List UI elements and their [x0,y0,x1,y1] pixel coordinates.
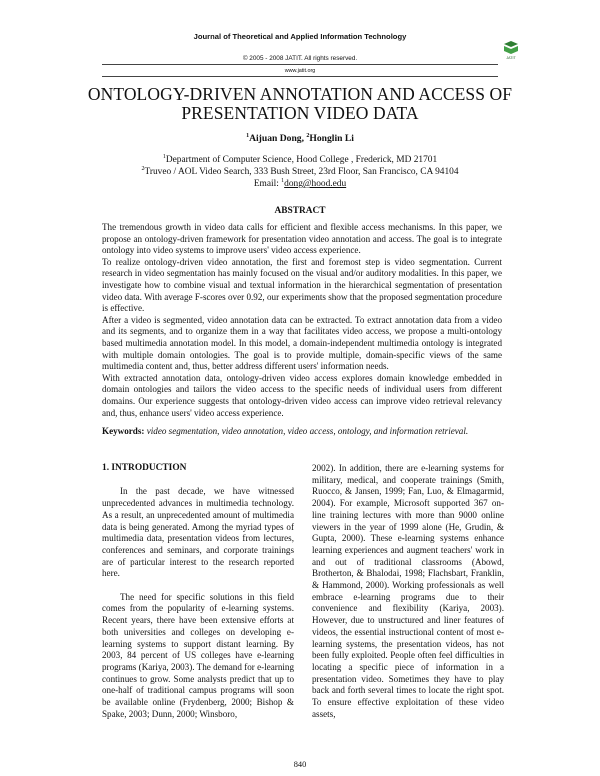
copyright-notice: © 2005 - 2008 JATIT. All rights reserved. [242,55,358,62]
abstract-paragraph: To realize ontology-driven video annotation, the first and foremost step is video segmentation. Current research in video segmentation has mainly focused on the visual and/or auditory modalities. In this paper, we investigate how to combine visual and textual information in the hierarchical segmentation of presentation video data. With average F-scores over 0.92, our experiments show that the proposed segmentation procedure is effective. [102,256,502,314]
affiliation-2-marker: 2 [141,165,145,172]
body-paragraph: The need for specific solutions in this field comes from the popularity of e-learning systems. Recent years, there have been extensive efforts at both universities and colleges on developing e-learning systems to support distant learning. By 2003, 84 percent of US colleges have e-learning programs (Kariya, 2003). The demand for e-learning continues to grow. Some analysts predict that up to one-half of traditional campus programs will soon be available online (Frydenberg, 2000; Bishop & Spake, 2003; Dunn, 2000; Winsboro, [102,591,294,719]
author-1-marker: 1 [246,132,250,139]
affiliation-1 [0,155,600,165]
author-2: Honglin Li [309,133,354,144]
keywords-list: video segmentation, video annotation, video access, ontology, and information retrieval. [144,426,469,436]
email-link[interactable]: dong@hood.edu [284,179,347,189]
spacer [102,475,294,487]
abstract-paragraph: The tremendous growth in video data calls for efficient and flexible access mechanisms. In this paper, we propose an ontology-driven framework for presentation video annotation and access. The goal is to integrate ontology into video systems to improve users' video access experience. [102,222,502,256]
abstract-paragraph: With extracted annotation data, ontology-driven video access explores domain knowledge embedded in domain ontologies and tailors the video access to the specific needs of individual users from different domains. Our experience suggests that ontology-driven video access can improve video retrieval relevancy and, thus, enhance users' video access experience. [102,372,502,418]
svg-text:JATIT: JATIT [506,56,516,60]
body-paragraph: In the past decade, we have witnessed unprecedented advances in multimedia technology. As a result, an unprecedented amount of multimedia data is being generated. Among the myriad types of multimedia data, presentation videos from lectures, conferences and seminars, and corporate trainings are of particular interest to the research reported here. [102,486,294,579]
affiliation-2 [0,167,600,177]
contact-email [0,179,600,189]
abstract-body [102,222,502,419]
section-heading-introduction: 1. INTRODUCTION [102,463,187,473]
affiliation-1-text: Department of Computer Science, Hood College , Frederick, MD 21701 [165,155,438,165]
title-line-1: ONTOLOGY-DRIVEN ANNOTATION AND ACCESS OF [87,84,513,104]
header-divider-top [102,64,498,65]
affiliation-1-marker: 1 [162,153,166,160]
keywords-line [102,426,502,438]
author-2-marker: 2 [306,132,310,139]
affiliation-2-text: Truveo / AOL Video Search, 333 Bush Street, 23rd Floor, San Francisco, CA 94104 [144,167,459,177]
email-marker: 1 [281,177,285,184]
abstract-paragraph: After a video is segmented, video annotation data can be extracted. To extract annotation data from a video and its segments, and to organize them in a way that facilitates video access, we propose a multi-ontology based multimedia annotation model. In this model, a domain-independent multimedia ontology is integrated with multiple domain ontologies. The goal is to provide multiple, domain-specific views of the same multimedia content and, thus, better address different users' information needs. [102,314,502,372]
abstract-heading: ABSTRACT [274,206,326,216]
journal-name: Journal of Theoretical and Applied Information Technology [193,32,407,41]
paper-title [60,85,540,123]
email-label: Email: [253,179,282,189]
page-number: 840 [293,760,307,769]
author-list [0,133,600,144]
journal-website: www.jatit.org [284,68,316,74]
spacer [102,580,294,592]
author-1: Aijuan Dong, [249,133,307,144]
title-line-2: PRESENTATION VIDEO DATA [181,103,419,123]
left-column [102,463,294,720]
keywords-label: Keywords: [102,426,145,436]
header-divider-bottom [102,76,498,77]
body-paragraph: 2002). In addition, there are e-learning systems for military, medical, and cooperate trainings (Smith, Ruocco, & Jansen, 1999; Fan, Luo, & Elmagarmid, 2004). For example, Microsoft supported 367 on-line training lectures with more than 9000 online viewers in the year of 1999 alone (He, Grudin, & Gupta, 2000). These e-learning systems enhance learning experiences and augment teachers' work in and out of traditional classrooms (Abowd, Brotherton, & Bhalodai, 1998; Flachsbart, Franklin, & Hammond, 2000). Working professionals as well embrace e-learning programs due to their convenience and flexibility (Kariya, 2003). However, due to unstructured and liner features of videos, the essential instructional content of most e-learning systems, the presentation videos, has not been fully exploited. People often feel difficulties in locating a specific piece of information in a presentation video. Sometimes they have to play back and forth several times to locate the right spot. To ensure effective exploitation of these video assets, [312,463,504,719]
right-column [312,463,504,720]
